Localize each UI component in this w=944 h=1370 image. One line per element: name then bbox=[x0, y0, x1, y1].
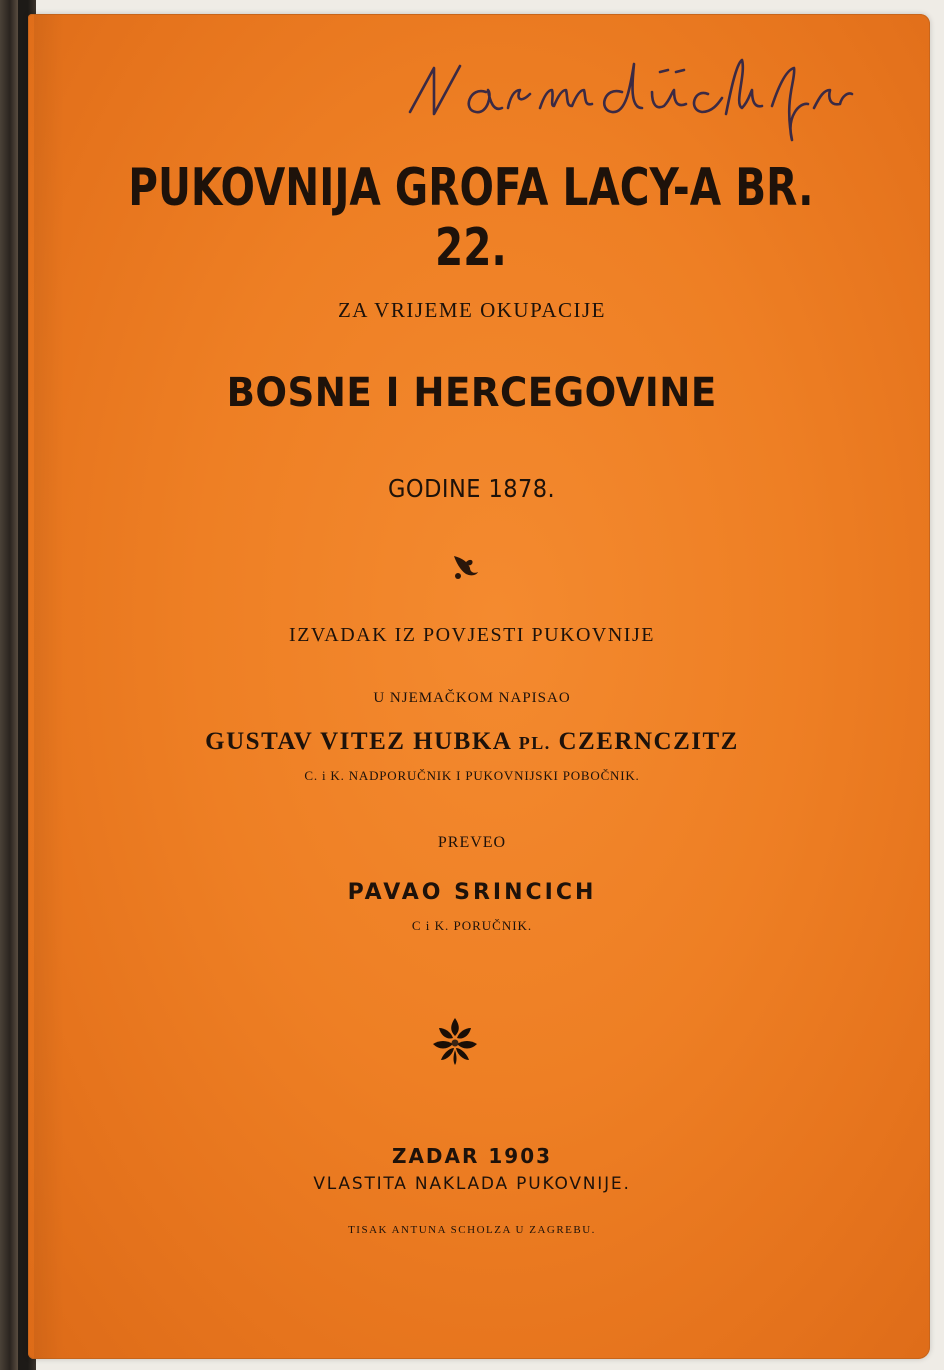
author-name-main: GUSTAV VITEZ HUBKA bbox=[205, 728, 511, 755]
author-name bbox=[0, 728, 944, 756]
author-role: C. i K. NADPORUČNIK I PUKOVNIJSKI POBOČNIK. bbox=[304, 768, 640, 783]
handwritten-signature bbox=[390, 44, 860, 164]
subtitle-line-2: BOSNE I HERCEGOVINE bbox=[226, 370, 717, 416]
excerpt-line: IZVADAK IZ POVJESTI PUKOVNIJE bbox=[289, 624, 655, 646]
place-and-year: ZADAR 1903 bbox=[391, 1144, 553, 1168]
printer-line: TISAK ANTUNA SCHOLZA U ZAGREBU. bbox=[348, 1224, 596, 1236]
translator-role: C i K. PORUČNIK. bbox=[411, 918, 533, 933]
translator-name: PAVAO SRINCICH bbox=[347, 880, 597, 905]
translated-by-line: PREVEO bbox=[437, 834, 507, 851]
fleuron-large-icon bbox=[431, 1016, 479, 1066]
written-in-line: U NJEMAČKOM NAPISAO bbox=[373, 690, 571, 706]
publisher-line: VLASTITA NAKLADA PUKOVNIJE. bbox=[313, 1174, 631, 1194]
author-name-pl: PL. bbox=[518, 733, 551, 753]
book-title: PUKOVNIJA GROFA LACY-A BR. 22. bbox=[128, 158, 814, 278]
year-line: GODINE 1878. bbox=[388, 474, 556, 503]
subtitle-line-1: ZA VRIJEME OKUPACIJE bbox=[337, 298, 607, 322]
author-name-tail: CZERNCZITZ bbox=[558, 728, 739, 755]
fleuron-small-icon bbox=[448, 548, 484, 584]
